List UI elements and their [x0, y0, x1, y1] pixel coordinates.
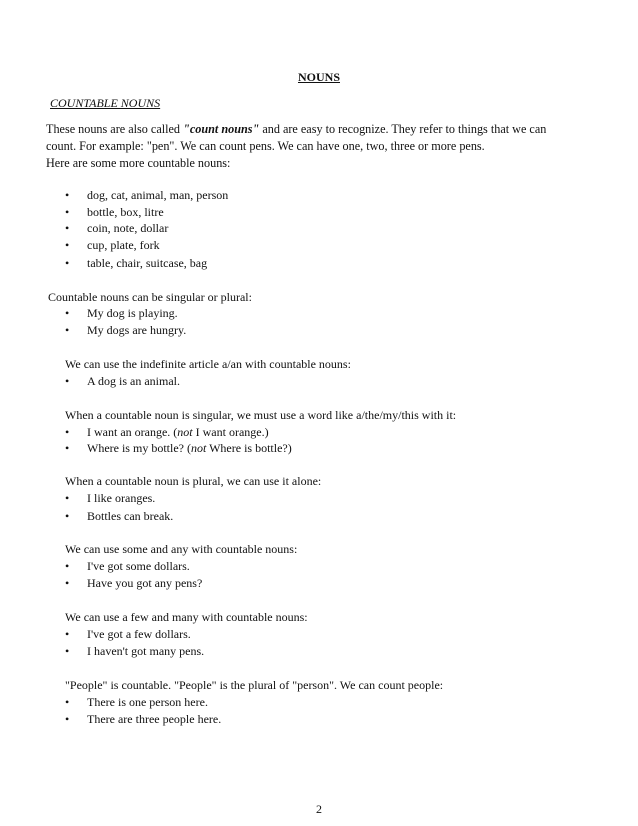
bullet-icon: • — [65, 491, 70, 505]
bullet-icon: • — [65, 205, 70, 219]
list-item-text: My dogs are hungry. — [87, 323, 187, 337]
list-item-text: cup, plate, fork — [87, 238, 160, 252]
bullet-icon: • — [65, 188, 70, 202]
list-item-text-pre: I want an orange. ( — [87, 425, 178, 439]
list-item-text: A dog is an animal. — [87, 374, 180, 388]
intro-line-1 — [46, 122, 546, 137]
list-item-text: table, chair, suitcase, bag — [87, 256, 208, 270]
list-item-text: Bottles can break. — [87, 509, 174, 523]
bullet-icon: • — [65, 374, 70, 388]
bullet-icon: • — [65, 425, 70, 439]
list-item-text-pre: Where is my bottle? ( — [87, 441, 191, 455]
intro-line-1-pre: These nouns are also called — [46, 122, 184, 136]
intro-line-1-post: and are easy to recognize. They refer to things that we can — [259, 122, 547, 136]
section-heading: We can use some and any with countable nouns: — [65, 542, 298, 556]
list-item-text: I've got some dollars. — [87, 559, 190, 573]
bullet-icon: • — [65, 627, 70, 641]
bullet-icon: • — [65, 712, 70, 726]
section-heading: We can use a few and many with countable nouns: — [65, 610, 308, 624]
page-title: NOUNS — [297, 70, 340, 84]
bullet-icon: • — [65, 238, 70, 252]
intro-line-3: Here are some more countable nouns: — [46, 156, 231, 170]
bullet-icon: • — [65, 323, 70, 337]
list-item-text: coin, note, dollar — [87, 221, 169, 235]
bullet-icon: • — [65, 441, 70, 455]
list-item-text-post: Where is bottle?) — [206, 441, 292, 455]
bullet-icon: • — [65, 559, 70, 573]
list-item-text-emphasis: not — [190, 441, 207, 455]
list-item-text-emphasis: not — [177, 425, 193, 439]
bullet-icon: • — [65, 695, 70, 709]
section-subtitle: COUNTABLE NOUNS — [50, 96, 161, 110]
list-item-text: I've got a few dollars. — [87, 627, 191, 641]
list-item-text: Have you got any pens? — [87, 576, 203, 590]
list-item-text — [87, 425, 269, 440]
list-item-text: There are three people here. — [87, 712, 222, 726]
list-item-text: My dog is playing. — [87, 306, 178, 320]
bullet-icon: • — [65, 644, 70, 658]
intro-line-1-emphasis: "count nouns" — [183, 122, 260, 136]
bullet-icon: • — [65, 576, 70, 590]
section-heading: When a countable noun is plural, we can use it alone: — [65, 474, 322, 488]
bullet-icon: • — [65, 221, 70, 235]
page-number: 2 — [316, 802, 322, 816]
list-item-text: bottle, box, litre — [87, 205, 164, 219]
section-heading: "People" is countable. "People" is the plural of "person". We can count people: — [65, 678, 444, 692]
intro-line-2: count. For example: "pen". We can count pens. We can have one, two, three or more pens. — [46, 139, 485, 153]
bullet-icon: • — [65, 509, 70, 523]
section-heading: Countable nouns can be singular or plural: — [48, 290, 252, 304]
list-item-text: dog, cat, animal, man, person — [87, 188, 229, 202]
bullet-icon: • — [65, 306, 70, 320]
section-heading: When a countable noun is singular, we must use a word like a/the/my/this with it: — [65, 408, 457, 422]
list-item-text-post: I want orange.) — [192, 425, 269, 439]
bullet-icon: • — [65, 256, 70, 270]
list-item-text: I haven't got many pens. — [87, 644, 205, 658]
list-item-text — [87, 441, 292, 456]
section-heading: We can use the indefinite article a/an with countable nouns: — [65, 357, 351, 371]
list-item-text: There is one person here. — [87, 695, 208, 709]
list-item-text: I like oranges. — [87, 491, 156, 505]
